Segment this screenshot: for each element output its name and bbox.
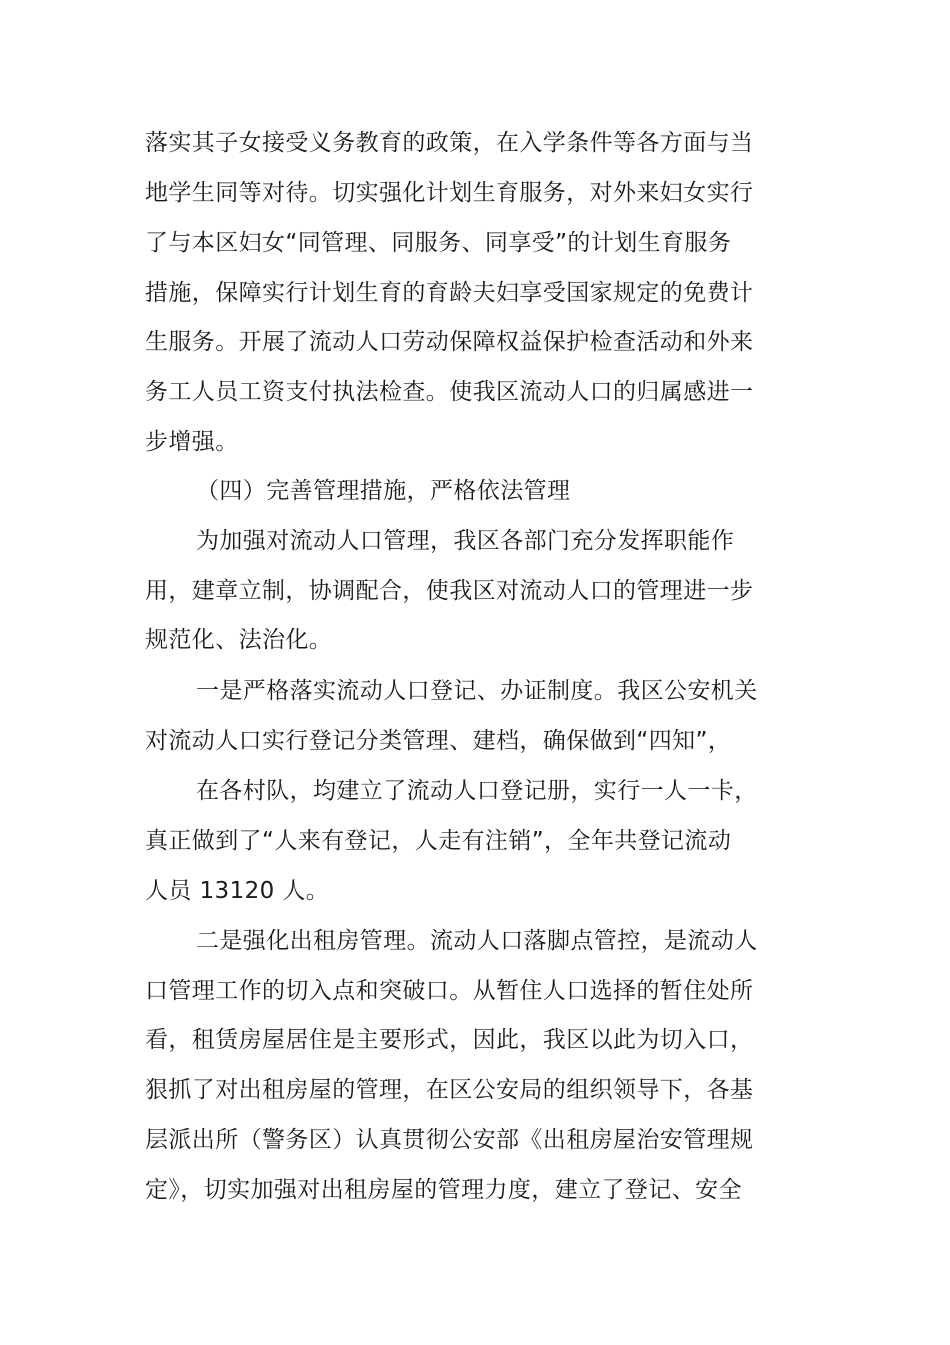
text-line: 生服务。开展了流动人口劳动保障权益保护检查活动和外来 <box>145 329 754 355</box>
section-heading: （四）完善管理措施，严格依法管理 <box>196 478 571 504</box>
text-line: 一是严格落实流动人口登记、办证制度。我区公安机关 <box>196 678 758 704</box>
text-line: 定》，切实加强对出租房屋的管理力度，建立了登记、安全 <box>145 1177 742 1203</box>
text-line: 层派出所（警务区）认真贯彻公安部《出租房屋治安管理规 <box>145 1127 754 1153</box>
text-line: 落实其子女接受义务教育的政策，在入学条件等各方面与当 <box>145 130 754 156</box>
text-line: 地学生同等对待。切实强化计划生育服务，对外来妇女实行 <box>145 180 754 206</box>
text-line: 二是强化出租房管理。流动人口落脚点管控，是流动人 <box>196 928 758 954</box>
text-line: 对流动人口实行登记分类管理、建档，确保做到“四知”， <box>145 728 732 754</box>
text-line: 用，建章立制，协调配合，使我区对流动人口的管理进一步 <box>145 578 754 604</box>
text-line: 措施，保障实行计划生育的育龄夫妇享受国家规定的免费计 <box>145 280 754 306</box>
text-line: 规范化、法治化。 <box>145 627 333 653</box>
text-line: 真正做到了“人来有登记，人走有注销”，全年共登记流动 <box>145 828 732 854</box>
text-line: 为加强对流动人口管理，我区各部门充分发挥职能作 <box>196 528 735 554</box>
text-line: 步增强。 <box>145 429 239 455</box>
text-line: 人员 13120 人。 <box>145 878 330 904</box>
text-line: 口管理工作的切入点和突破口。从暂住人口选择的暂住处所 <box>145 978 754 1004</box>
text-line: 了与本区妇女“同管理、同服务、同享受”的计划生育服务 <box>145 230 732 256</box>
text-line: 看，租赁房屋居住是主要形式，因此，我区以此为切入口， <box>145 1027 754 1053</box>
text-line: 务工人员工资支付执法检查。使我区流动人口的归属感进一 <box>145 379 754 405</box>
text-line: 在各村队，均建立了流动人口登记册，实行一人一卡， <box>196 778 758 804</box>
text-line: 狠抓了对出租房屋的管理，在区公安局的组织领导下，各基 <box>145 1077 754 1103</box>
